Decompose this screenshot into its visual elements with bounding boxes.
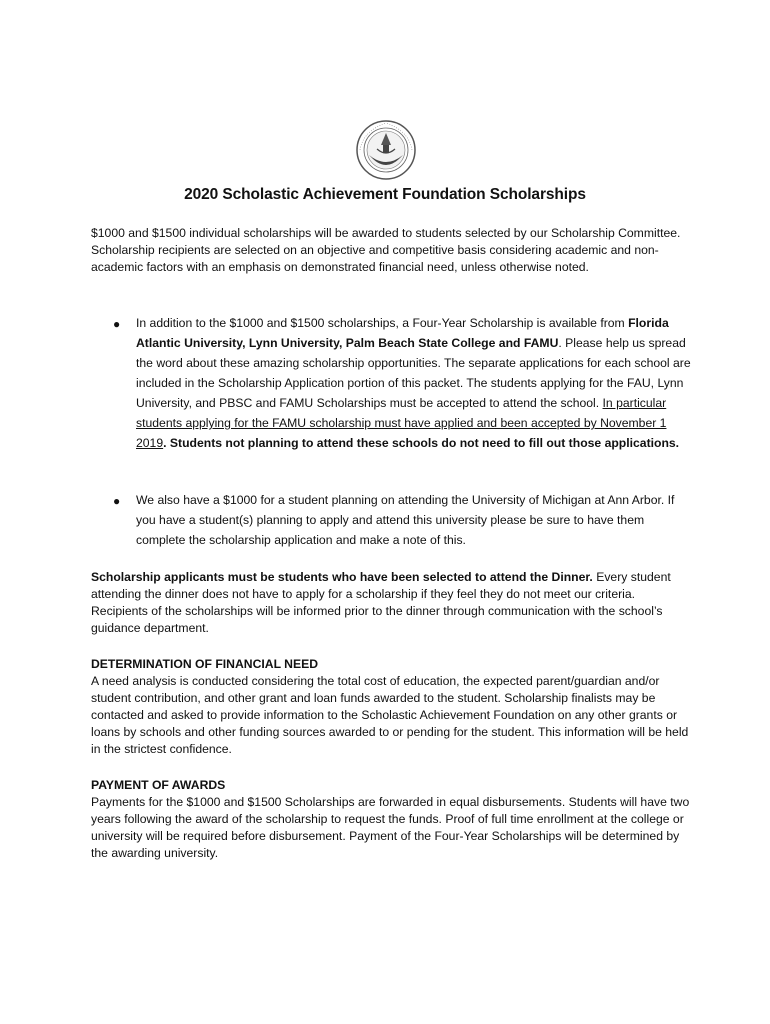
bullet1-famu-deadline: In particular students applying for the FAMU scholarship must have applied and been accepted by November 1 2019 (136, 396, 667, 450)
bullet1-text-2: . Please help us spread the word about these amazing scholarship opportunities. The separate applications for each school are included in the Scholarship Application portion of this packet. The students applying for the FAU, Lynn University, and PBSC and FAMU Scholarships must be accepted to attend the school. (136, 336, 691, 410)
page-title: 2020 Scholastic Achievement Foundation Scholarships (184, 186, 586, 203)
foundation-seal-icon (355, 119, 417, 181)
intro-paragraph: $1000 and $1500 individual scholarships will be awarded to students selected by our Scholarship Committee. Scholarship recipients are selected on an objective and competitive basis considering academic and non-academic factors with an emphasis on demonstrated financial need, unless otherwise noted. (91, 226, 681, 274)
applicants-text: Every student attending the dinner does not have to apply for a scholarship if they feel they do not meet our criteria. Recipients of the scholarships will be informed prior to the dinner through communication with the school’s guidance department. (91, 570, 671, 635)
bullet1-schools: Florida Atlantic University, Lynn University, Palm Beach State College and FAMU (136, 316, 669, 350)
applicants-requirement: Scholarship applicants must be students who have been selected to attend the Dinner. (91, 570, 593, 584)
financial-need-section (91, 656, 691, 758)
bullet-four-year-scholarship (136, 313, 691, 453)
bullet-marker: ● (113, 317, 121, 331)
bullet-michigan-scholarship: We also have a $1000 for a student planning on attending the University of Michigan at Ann Arbor. If you have a student(s) planning to apply and attend this university please be sure to have them complete the scholarship application and make a note of this. (136, 493, 675, 547)
applicants-paragraph (91, 569, 691, 637)
bullet1-period: . (163, 436, 167, 450)
payment-body: Payments for the $1000 and $1500 Scholarships are forwarded in equal disbursements. Students will have two years following the award of the scholarship to request the funds. Proof of full time enrollment at the college or university will be required before disbursement. Payment of the Four-Year Scholarships will be determined by the awarding university. (91, 795, 690, 860)
payment-heading: PAYMENT OF AWARDS (91, 778, 226, 792)
payment-section (91, 777, 691, 862)
bullet1-bold-note: Students not planning to attend these schools do not need to fill out those applications. (166, 436, 680, 450)
financial-need-body: A need analysis is conducted considering the total cost of education, the expected parent/guardian and/or student contribution, and other grant and loan funds awarded to the student. Scholarship finalists may be contacted and asked to provide information to the Scholastic Achievement Foundation on any other grants or loans by schools and other funding sources awarded to or pending for the student. This information will be held in the strictest confidence. (91, 674, 689, 756)
bullet1-text-1: In addition to the $1000 and $1500 scholarships, a Four-Year Scholarship is available from (136, 316, 629, 330)
bullet-marker: ● (113, 494, 121, 508)
financial-need-heading: DETERMINATION OF FINANCIAL NEED (91, 657, 319, 671)
